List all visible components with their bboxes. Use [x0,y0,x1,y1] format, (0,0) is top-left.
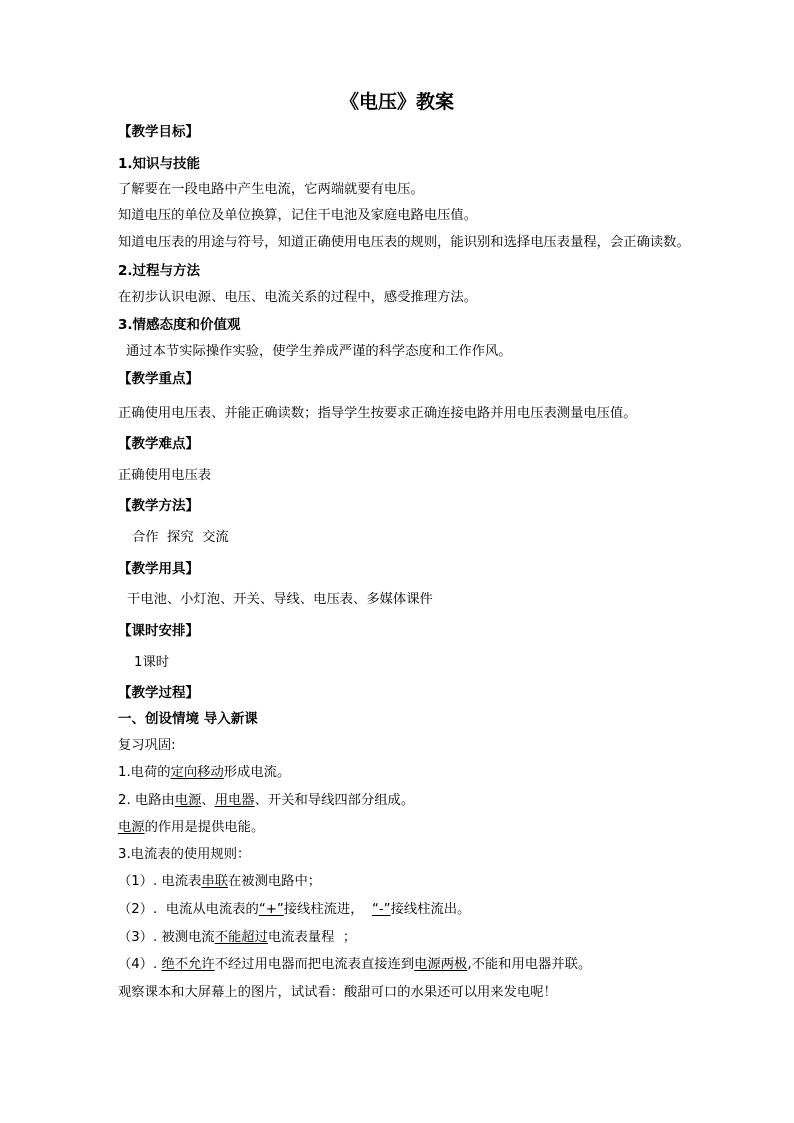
underlined-term: “-” [371,902,391,917]
knowledge-item-2: 知道电压的单位及单位换算，记住干电池及家庭电路电压值。 [118,208,478,223]
text-segment: （1）. 电流表 [118,874,202,889]
text-segment: 电流表量程 ； [267,930,357,945]
review-item-3 [118,819,264,837]
process-method-item: 在初步认识电源、电压、电流关系的过程中，感受推理方法。 [118,290,478,305]
underlined-term: 不能超过 [214,930,268,945]
difficulties-text: 正确使用电压表 [118,468,212,483]
underlined-term: 电源两极 [414,957,468,972]
attitude-item: 通过本节实际操作实验，使学生养成严谨的科学态度和工作作风。 [126,344,512,359]
section-heading-methods: 【教学方法】 [118,498,199,514]
section-heading-process: 【教学过程】 [118,685,199,701]
key-points-text: 正确使用电压表、并能正确读数；指导学生按要求正确连接电路并用电压表测量电压值。 [118,406,637,421]
review-item-1 [118,764,290,782]
section-heading-goals: 【教学目标】 [118,124,199,140]
underlined-term: 电源 [174,793,202,808]
text-segment: 在被测电路中； [228,874,322,889]
underlined-term: 绝不允许 [161,957,215,972]
subheading-attitude-values: 3.情感态度和价值观 [118,317,241,333]
text-segment: 接线柱流进， [283,902,372,917]
ammeter-rule-4 [118,956,591,974]
subheading-process-method: 2.过程与方法 [118,263,201,279]
subheading-knowledge-skills: 1.知识与技能 [118,156,201,172]
knowledge-item-1: 了解要在一段电路中产生电流，它两端就要有电压。 [118,182,424,197]
process-step-1-heading: 一、创设情境 导入新课 [118,711,258,727]
text-segment: 的作用是提供电能。 [144,820,265,835]
section-heading-tools: 【教学用具】 [118,561,199,577]
ammeter-rule-1 [118,873,321,891]
underlined-term: 串联 [201,874,228,889]
text-segment: （2）. 电流从电流表的 [118,902,259,917]
ammeter-rule-2 [118,901,470,919]
text-segment: 1.电荷的 [118,765,171,780]
methods-text: 合作 探究 交流 [132,530,229,545]
text-segment: ,不能和用电器并联。 [467,957,592,972]
text-segment: （3）. 被测电流 [118,930,215,945]
text-segment: 不经过用电器而把电流表直接连到 [214,957,415,972]
section-heading-schedule: 【课时安排】 [118,623,199,639]
underlined-term: 用电器 [214,793,255,808]
schedule-text: 1课时 [134,655,170,670]
review-item-2 [118,792,414,810]
knowledge-item-3: 知道电压表的用途与符号，知道正确使用电压表的规则，能识别和选择电压表量程，会正确读数。 [118,235,690,250]
text-segment: 2. 电路由 [118,793,175,808]
text-segment: 形成电流。 [223,765,291,780]
underlined-term: “+” [258,902,284,917]
text-segment: 、开关和导线四部分组成。 [254,793,415,808]
text-segment: 接线柱流出。 [390,902,471,917]
review-label: 复习巩固: [118,738,176,753]
review-item-4: 3.电流表的使用规则： [118,847,251,862]
text-segment: 、 [201,793,215,808]
observe-text: 观察课本和大屏幕上的图片，试试看：酸甜可口的水果还可以用来发电呢！ [118,985,557,1000]
underlined-term: 定向移动 [170,765,224,780]
text-segment: （4）. [118,957,162,972]
section-heading-difficulties: 【教学难点】 [118,436,199,452]
tools-text: 干电池、小灯泡、开关、导线、电压表、多媒体课件 [127,592,433,607]
ammeter-rule-3 [118,929,356,947]
underlined-term: 电源 [118,820,145,835]
page-title: 《电压》教案 [339,91,454,113]
section-heading-key-points: 【教学重点】 [118,371,199,387]
